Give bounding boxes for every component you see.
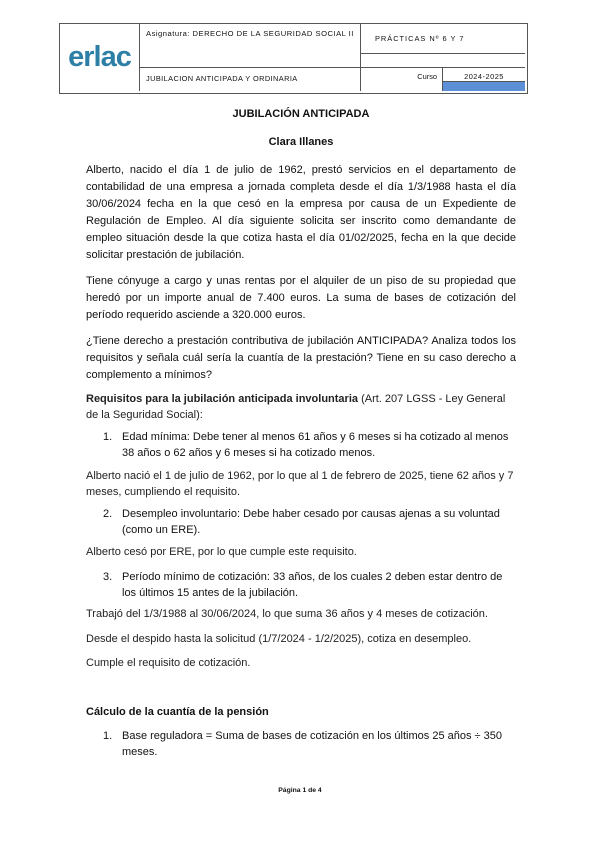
list-text: Desempleo involuntario: Debe haber cesado por causas ajenas a su voluntad (como un ERE). bbox=[122, 508, 500, 536]
header-table bbox=[59, 23, 528, 94]
blue-band bbox=[443, 81, 525, 91]
list-number: 3. bbox=[103, 571, 113, 583]
paragraph-age: Alberto nació el 1 de julio de 1962, por lo que al 1 de febrero de 2025, tiene 62 años y 7 meses, cumpliendo el requisito. bbox=[86, 470, 514, 498]
list-number: 1. bbox=[103, 431, 113, 443]
page-footer: Página 1 de 4 bbox=[278, 787, 322, 794]
practice-number: PRÁCTICAS Nº 6 Y 7 bbox=[375, 34, 465, 43]
subject-label: Asignatura: DERECHO DE LA SEGURIDAD SOCIAL II bbox=[140, 24, 361, 68]
list-text: Edad mínima: Debe tener al menos 61 años y 6 meses si ha cotizado al menos 38 años o 62 años y 6 meses si ha cotizado menos. bbox=[122, 431, 509, 459]
blank-cell bbox=[361, 53, 525, 68]
requirements-reference: (Art. 207 LGSS - Ley General de la Seguridad Social): bbox=[86, 393, 506, 421]
course-year: 2024-2025 bbox=[464, 72, 504, 81]
paragraph-case-1: Alberto, nacido el día 1 de julio de 1962, prestó servicios en el departamento de contabilidad de una empresa a jornada completa desde el día 1/3/1988 hasta el día 30/06/2024 fecha en la que cesó en la empresa por causa de un Expediente de Regulación de Empleo. Al día siguiente solicita ser inscrito como demandante de empleo situación desde la que cotiza hasta el día 01/02/2025, fecha en la que decide solicitar prestación de jubilación. bbox=[86, 164, 516, 261]
paragraph-contribution-2: Desde el despido hasta la solicitud (1/7/2024 - 1/2/2025), cotiza en desempleo. bbox=[86, 633, 472, 645]
institution-logo: erlac bbox=[68, 41, 131, 73]
paragraph-unemployment: Alberto cesó por ERE, por lo que cumple este requisito. bbox=[86, 546, 357, 558]
doc-author: Clara Illanes bbox=[268, 136, 334, 148]
list-text: Período mínimo de cotización: 33 años, de los cuales 2 deben estar dentro de los últimos 15 antes de la jubilación. bbox=[122, 571, 503, 599]
doc-title: JUBILACIÓN ANTICIPADA bbox=[232, 108, 370, 120]
requirements-heading: Requisitos para la jubilación anticipada involuntaria bbox=[86, 393, 359, 405]
list-text: Base reguladora = Suma de bases de cotización en los últimos 25 años ÷ 350 meses. bbox=[122, 730, 502, 758]
paragraph-contribution-3: Cumple el requisito de cotización. bbox=[86, 657, 251, 669]
course-label: Curso bbox=[361, 68, 443, 91]
calculation-heading: Cálculo de la cuantía de la pensión bbox=[86, 706, 269, 718]
paragraph-case-2: Tiene cónyuge a cargo y unas rentas por el alquiler de un piso de su propiedad que heredó por un importe anual de 7.400 euros. La suma de bases de cotización del período requerido asciende a 320.000 euros. bbox=[86, 275, 516, 321]
logo-cell bbox=[60, 24, 140, 91]
practice-title: JUBILACION ANTICIPADA Y ORDINARIA bbox=[140, 68, 361, 91]
paragraph-contribution-1: Trabajó del 1/3/1988 al 30/06/2024, lo que suma 36 años y 4 meses de cotización. bbox=[86, 608, 488, 620]
paragraph-question: ¿Tiene derecho a prestación contributiva de jubilación ANTICIPADA? Analiza todos los requisitos y señala cuál sería la cuantía de la prestación? Tiene en su caso derecho a complemento a mínimos? bbox=[86, 335, 516, 381]
list-number: 2. bbox=[103, 508, 113, 520]
requirements-intro bbox=[86, 392, 516, 423]
list-number: 1. bbox=[103, 730, 113, 742]
